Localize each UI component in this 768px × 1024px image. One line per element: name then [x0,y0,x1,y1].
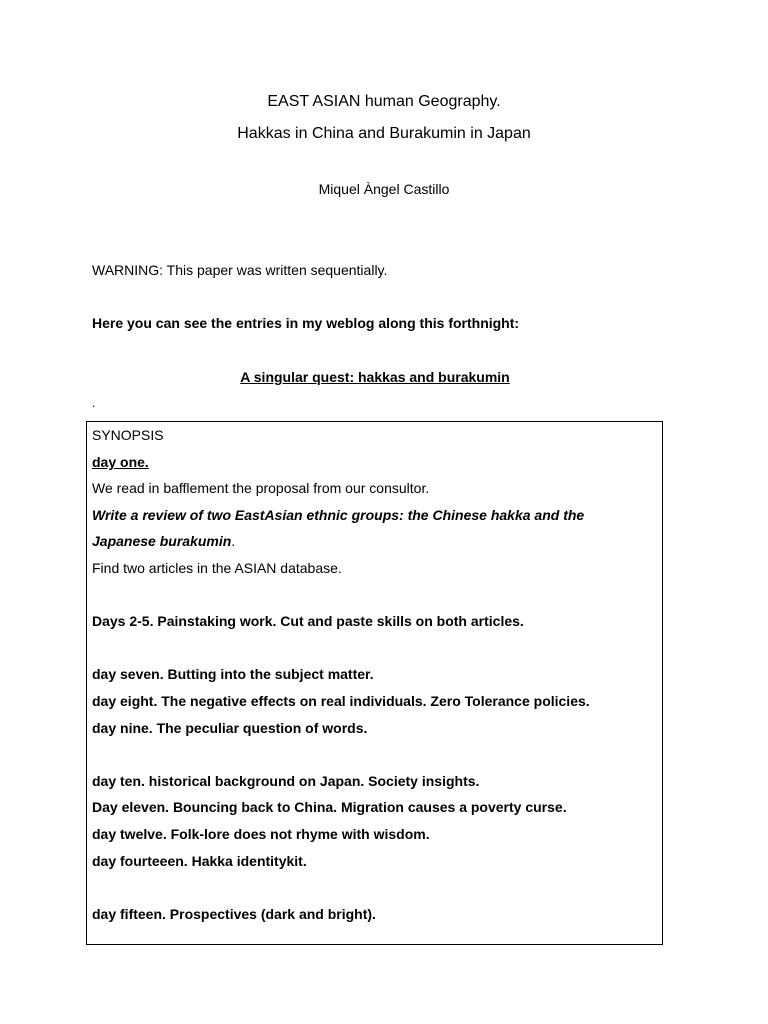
document-title: EAST ASIAN human Geography. [267,93,501,110]
intro-statement: Here you can see the entries in my weblog along this forthnight: [92,315,520,331]
synopsis-heading: SYNOPSIS [92,427,164,443]
author-name: Miquel Àngel Castillo [318,181,450,197]
task-line-2-period: . [231,533,236,550]
document-subtitle: Hakkas in China and Burakumin in Japan [237,125,531,142]
entry-day-twelve: day twelve. Folk-lore does not rhyme with wisdom. [92,825,430,842]
entry-day-fifteen: day fifteen. Prospectives (dark and bright). [92,905,376,922]
task-line-2-text: Japanese burakumin [92,533,232,550]
entry-day-eleven: Day eleven. Bouncing back to China. Migration causes a poverty curse. [92,799,567,816]
entry-days-2-5: Days 2-5. Painstaking work. Cut and paste skills on both articles. [92,613,524,630]
task-line-2 [92,528,658,555]
proposal-text: We read in bafflement the proposal from our consultor. [92,480,430,497]
blank-line [92,635,658,662]
task-line-1: Write a review of two EastAsian ethnic groups: the Chinese hakka and the [92,506,585,523]
entry-day-seven: day seven. Butting into the subject matter. [92,666,374,683]
blank-line [92,582,658,609]
day-one-heading: day one. [92,453,149,470]
blank-line [92,874,658,901]
synopsis-content [92,422,658,927]
entry-day-ten: day ten. historical background on Japan. Society insights. [92,772,480,789]
warning-note: WARNING: This paper was written sequentially. [92,262,388,278]
synopsis-box [86,421,663,945]
entry-day-fourteen: day fourteeen. Hakka identitykit. [92,852,307,869]
entry-day-nine: day nine. The peculiar question of words. [92,719,368,736]
entry-day-eight: day eight. The negative effects on real individuals. Zero Tolerance policies. [92,692,590,709]
blank-line [92,741,658,768]
section-heading: A singular quest: hakkas and burakumin [240,369,510,385]
find-articles-text: Find two articles in the ASIAN database. [92,559,342,576]
stray-period: . [92,396,96,410]
